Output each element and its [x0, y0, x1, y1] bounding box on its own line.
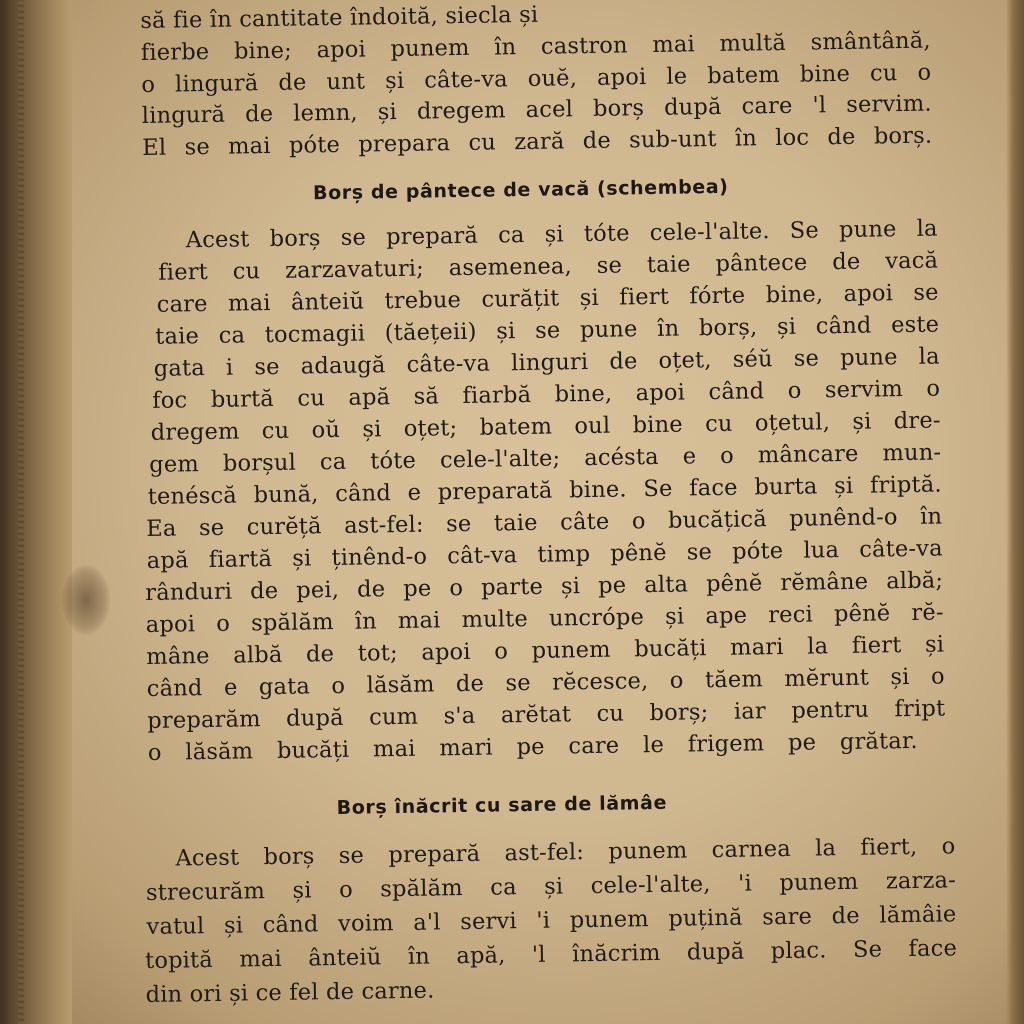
- page-stain: [62, 565, 110, 635]
- text-line: fierbe bine; apoi punem în castron mai multă smântână,: [140, 27, 931, 66]
- text-line: El se mai póte prepara cu zară de sub-unt în loc de borș.: [142, 122, 933, 161]
- text-line: apă fiartă și ținênd-o cât-va timp pênĕ se póte lua câte-va: [146, 535, 943, 574]
- text-line: strecurăm și o spălăm ca și cele-l'alte, 'i punem zarza-: [145, 867, 957, 907]
- right-page-edge: [1006, 0, 1024, 1024]
- text-line: să fie în cantitate îndoită, siecla și: [140, 1, 539, 34]
- text-line: rânduri de pei, de pe o parte și pe alta pênĕ rĕmâne albă;: [145, 567, 944, 606]
- text-line: o lingură de unt și câte-va ouĕ, apoi le batem bine cu o: [141, 59, 932, 98]
- text-line: Acest borș se prepară ca și tóte cele-l'alte. Se pune la: [185, 215, 938, 254]
- text-line: apoi o spălăm în mai multe uncrópe și ape reci pênĕ rĕ-: [145, 599, 944, 638]
- text-line: Acest borș se prepară ast-fel: punem carnea la fiert, o: [175, 833, 956, 872]
- page-edges: [18, 0, 24, 1024]
- text-line: care mai ânteiŭ trebue curățit și fiert fórte bine, apoi se: [156, 279, 939, 318]
- section-heading: Borș de pântece de vacă (schembea): [312, 175, 729, 205]
- book-spine: [0, 0, 72, 1024]
- text-line: lingură de lemn, și dregem acel borș după care 'l servim.: [141, 90, 932, 129]
- text-line: când e gata o lăsăm de se rĕcesce, o tăem mĕrunt și o: [146, 663, 945, 702]
- text-line: o lăsăm bucăți mai mari pe care le frigem pe grătar.: [147, 727, 918, 766]
- text-line: taie ca tocmagii (tăețeii) și se pune în borș, și când este: [155, 311, 940, 350]
- text-line: topită mai ânteiŭ în apă, 'l înăcrim după plac. Se face: [144, 935, 958, 975]
- text-line: din ori și ce fel de carne.: [145, 977, 435, 1009]
- text-line: foc burtă cu apă să fiarbă bine, apoi când o servim o: [152, 375, 941, 414]
- text-line: mâne albă de tot; apoi o punem bucăți mari la fiert și: [146, 631, 945, 670]
- text-line: preparăm după cum s'a arĕtat cu borș; iar pentru fript: [147, 695, 946, 734]
- text-line: tenéscă bună, când e preparată bine. Se face burta și friptă.: [147, 471, 942, 510]
- text-line: gem borșul ca tóte cele-l'alte; acésta e o mâncare mun-: [149, 439, 942, 478]
- text-line: vatul și când voim a'l servi 'i punem puțină sare de lămâie: [146, 901, 957, 941]
- text-line: dregem cu oŭ și oțet; batem oul bine cu oțetul, și dre-: [150, 407, 941, 446]
- section-heading: Borș înăcrit cu sare de lămâe: [336, 791, 668, 820]
- text-line: fiert cu zarzavaturi; asemenea, se taie pântece de vacă: [158, 247, 939, 286]
- text-line: Ea se curĕță ast-fel: se taie câte o bucățică punênd-o în: [146, 503, 943, 542]
- text-line: gata i se adaugă câte-va linguri de oțet, séŭ se pune la: [153, 343, 940, 382]
